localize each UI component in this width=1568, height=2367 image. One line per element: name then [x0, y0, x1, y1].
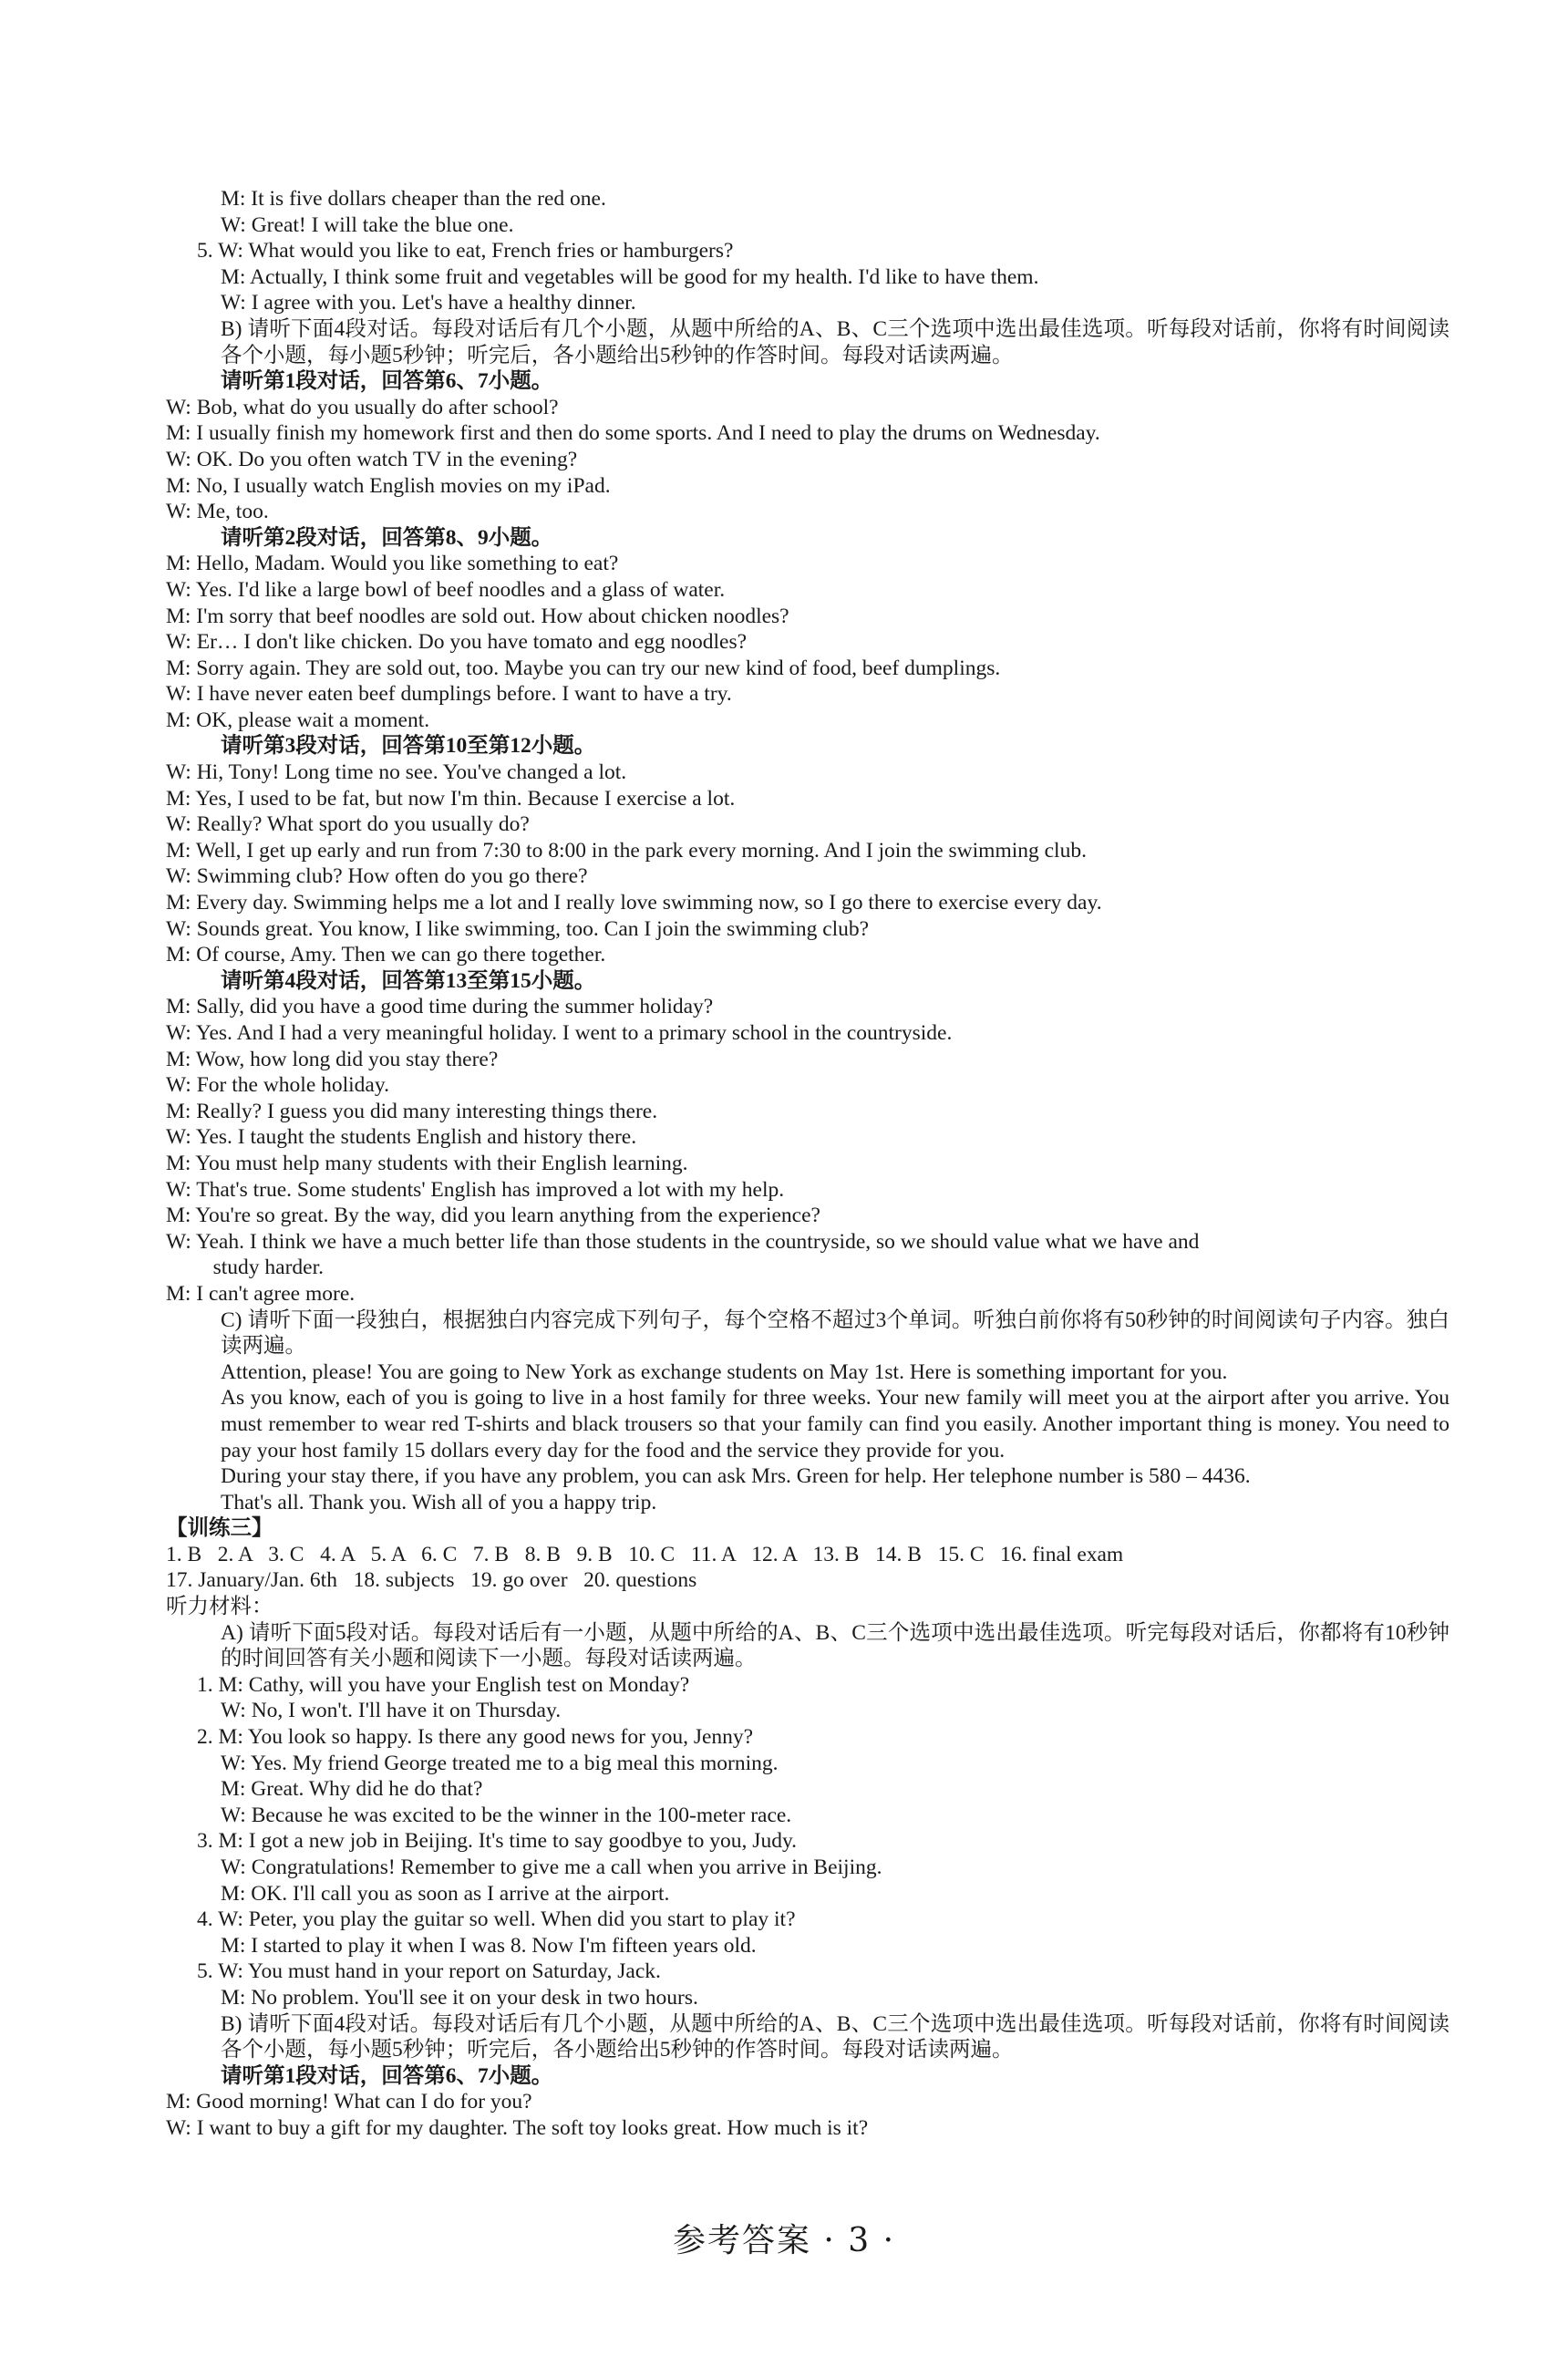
document-body — [166, 186, 1449, 2142]
text-line: W: No, I won't. I'll have it on Thursday. — [221, 1699, 562, 1723]
text-line: Attention, please! You are going to New York as exchange students on May 1st. Here is something important for you. — [221, 1359, 1228, 1384]
text-line: W: Hi, Tony! Long time no see. You've changed a lot. — [166, 760, 627, 785]
text-line: M: Actually, I think some fruit and vegetables will be good for my health. I'd like to have them. — [221, 264, 1039, 289]
text-line: 5. W: You must hand in your report on Saturday, Jack. — [197, 1959, 661, 1984]
section-heading: 请听第2段对话，回答第8、9小题。 — [221, 525, 553, 550]
section-heading: 请听第3段对话，回答第10至第12小题。 — [221, 734, 596, 759]
text-line: M: Really? I guess you did many interesting things there. — [166, 1099, 658, 1123]
text-line: M: Every day. Swimming helps me a lot and I really love swimming now, so I go there to exercise every day. — [166, 891, 1102, 915]
page-footer: 参考答案 · 3 · — [672, 2222, 896, 2259]
text-line: W: Yeah. I think we have a much better life than those students in the countryside, so we should value what we have and — [166, 1229, 1200, 1254]
text-line: 2. M: You look so happy. Is there any good news for you, Jenny? — [197, 1725, 754, 1750]
text-line: B) 请听下面4段对话。每段对话后有几个小题，从题中所给的A、B、C三个选项中选出最佳选项。听每段对话前，你将有时间阅读各个小题，每小题5秒钟；听完后，各小题给出5秒钟的作答时间。每段对话读两遍。 — [221, 2011, 1449, 2062]
text-line: W: Yes. I'd like a large bowl of beef noodles and a glass of water. — [166, 577, 726, 602]
text-line: M: OK, please wait a moment. — [166, 708, 430, 732]
text-line: W: That's true. Some students' English has improved a lot with my help. — [166, 1177, 785, 1202]
text-line: 1. B 2. A 3. C 4. A 5. A 6. C 7. B 8. B 9. B 10. C 11. A 12. A 13. B 14. B 15. C 16. final exam — [166, 1542, 1124, 1566]
text-line: W: Me, too. — [166, 500, 269, 524]
text-line: A) 请听下面5段对话。每段对话后有一小题，从题中所给的A、B、C三个选项中选出最佳选项。听完每段对话后，你都将有10秒钟的时间回答有关小题和阅读下一小题。每段对话读两遍。 — [221, 1620, 1449, 1671]
text-line: W: Because he was excited to be the winner in the 100-meter race. — [221, 1803, 792, 1827]
text-line: W: Yes. And I had a very meaningful holiday. I went to a primary school in the countryside. — [166, 1021, 953, 1045]
text-line: W: I have never eaten beef dumplings before. I want to have a try. — [166, 682, 732, 707]
text-line: W: Sounds great. You know, I like swimming, too. Can I join the swimming club? — [166, 916, 870, 941]
text-line: M: I can't agree more. — [166, 1281, 356, 1306]
text-line: 【训练三】 — [166, 1516, 273, 1541]
text-line: M: OK. I'll call you as soon as I arrive at the airport. — [221, 1881, 670, 1906]
text-line: M: You're so great. By the way, did you learn anything from the experience? — [166, 1204, 820, 1228]
text-line: W: I want to buy a gift for my daughter. The soft toy looks great. How much is it? — [166, 2115, 869, 2140]
text-line: 听力材料： — [166, 1595, 273, 1619]
text-line: 4. W: Peter, you play the guitar so well. When did you start to play it? — [197, 1907, 796, 1932]
text-line: M: It is five dollars cheaper than the red one. — [221, 187, 606, 211]
text-line: M: I usually finish my homework first and then do some sports. And I need to play the drums on Wednesday. — [166, 421, 1100, 446]
text-line: W: For the whole holiday. — [166, 1073, 389, 1098]
text-line: M: Of course, Amy. Then we can go there together. — [166, 943, 606, 967]
text-line: W: Bob, what do you usually do after school? — [166, 395, 559, 419]
text-line: As you know, each of you is going to live in a host family for three weeks. Your new family will meet you at the airport after you arrive. You must remember to wear red T-shirts and black trousers so that your family can find you easily. Another important thing is money. You need to pay your host family 15 dollars every day for the food and the service they provide for you. — [221, 1386, 1449, 1463]
text-line: M: Yes, I used to be fat, but now I'm thin. Because I exercise a lot. — [166, 786, 736, 811]
text-line: M: Sorry again. They are sold out, too. Maybe you can try our new kind of food, beef dumplings. — [166, 656, 1001, 680]
text-line: During your stay there, if you have any problem, you can ask Mrs. Green for help. Her telephone number is 580 – 4436. — [221, 1464, 1251, 1489]
text-line: M: Good morning! What can I do for you? — [166, 2090, 532, 2114]
text-line: M: Wow, how long did you stay there? — [166, 1047, 499, 1071]
text-line: study harder. — [197, 1256, 325, 1280]
text-line: W: Yes. I taught the students English and history there. — [166, 1125, 637, 1150]
text-line: M: I started to play it when I was 8. Now I'm fifteen years old. — [221, 1933, 757, 1958]
text-line: W: Yes. My friend George treated me to a big meal this morning. — [221, 1751, 779, 1775]
text-line: W: I agree with you. Let's have a healthy dinner. — [221, 291, 636, 315]
text-line: That's all. Thank you. Wish all of you a happy trip. — [221, 1490, 657, 1514]
text-line: M: Well, I get up early and run from 7:30 to 8:00 in the park every morning. And I join the swimming club. — [166, 838, 1087, 863]
text-line: B) 请听下面4段对话。每段对话后有几个小题，从题中所给的A、B、C三个选项中选出最佳选项。听每段对话前，你将有时间阅读各个小题，每小题5秒钟；听完后，各小题给出5秒钟的作答时间。每段对话读两遍。 — [221, 316, 1449, 367]
text-line: 1. M: Cathy, will you have your English test on Monday? — [197, 1672, 690, 1697]
text-line: W: Great! I will take the blue one. — [221, 212, 514, 237]
text-line: W: Er… I don't like chicken. Do you have tomato and egg noodles? — [166, 630, 748, 655]
text-line: M: Hello, Madam. Would you like something to eat? — [166, 552, 619, 576]
text-line: W: OK. Do you often watch TV in the evening? — [166, 447, 578, 471]
text-line: M: I'm sorry that beef noodles are sold out. How about chicken noodles? — [166, 604, 789, 628]
section-heading: 请听第1段对话，回答第6、7小题。 — [221, 369, 553, 394]
text-line: W: Congratulations! Remember to give me a call when you arrive in Beijing. — [221, 1855, 882, 1879]
text-line: M: Great. Why did he do that? — [221, 1777, 483, 1802]
text-line: M: Sally, did you have a good time during the summer holiday? — [166, 995, 714, 1019]
text-line: W: Really? What sport do you usually do? — [166, 812, 530, 837]
text-line: M: You must help many students with their English learning. — [166, 1151, 688, 1175]
text-line: M: No, I usually watch English movies on my iPad. — [166, 473, 611, 498]
text-line: 3. M: I got a new job in Beijing. It's time to say goodbye to you, Judy. — [197, 1829, 798, 1854]
text-line: C) 请听下面一段独白，根据独白内容完成下列句子，每个空格不超过3个单词。听独白前你将有50秒钟的时间阅读句子内容。独白读两遍。 — [221, 1308, 1449, 1359]
text-line: 17. January/Jan. 6th 18. subjects 19. go over 20. questions — [166, 1568, 697, 1593]
text-line: M: No problem. You'll see it on your desk in two hours. — [221, 1985, 698, 2010]
text-line: 5. W: What would you like to eat, French fries or hamburgers? — [197, 239, 734, 264]
section-heading: 请听第1段对话，回答第6、7小题。 — [221, 2063, 553, 2088]
section-heading: 请听第4段对话，回答第13至第15小题。 — [221, 968, 596, 993]
text-line: W: Swimming club? How often do you go there? — [166, 864, 588, 889]
